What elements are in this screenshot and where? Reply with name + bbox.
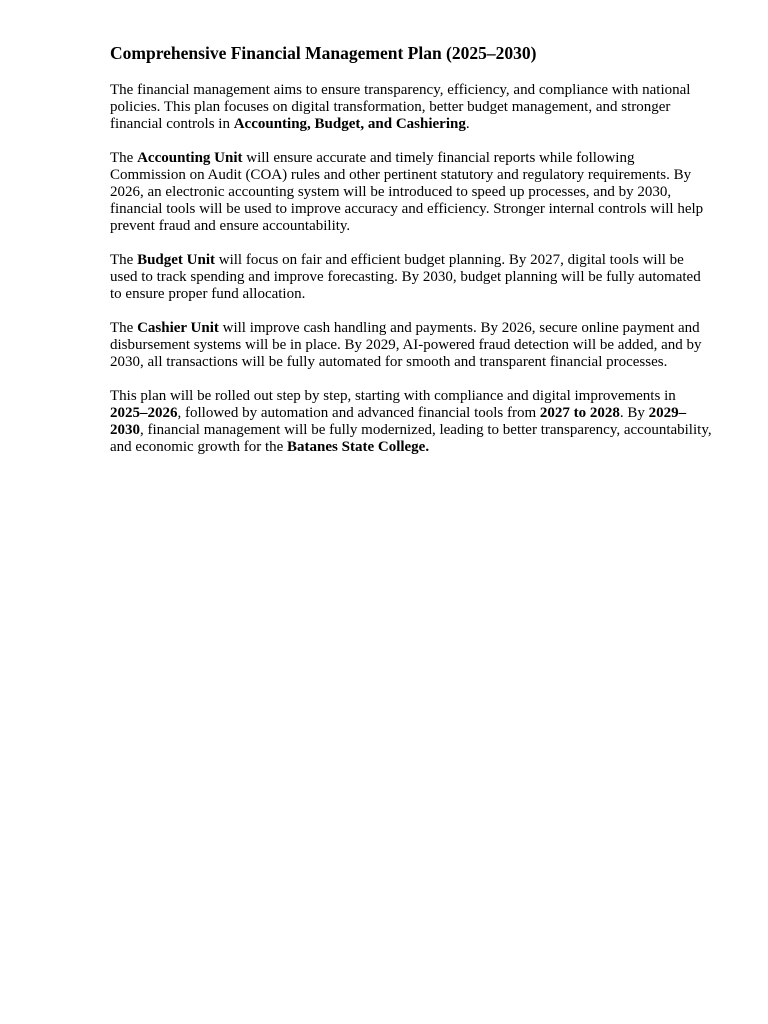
intro-bold-units: Accounting, Budget, and Cashiering (233, 116, 466, 132)
rollout-text-4: , financial management will be fully modernized, leading to better transparency, accountability, and economic growth for the (110, 422, 712, 455)
institution-name: Batanes State College. (287, 439, 430, 455)
accounting-text: will ensure accurate and timely financial reports while following Commission on Audit (COA) rules and other pertinent statutory and regulatory requirements. By 2026, an electronic accounting system will be introduced to speed up processes, and by 2030, financial tools will be used to improve accuracy and efficiency. Stronger internal controls will help prevent fraud and ensure accountability. (110, 150, 704, 234)
rollout-paragraph (110, 388, 714, 456)
rollout-phase-2: 2027 to 2028 (539, 405, 620, 421)
budget-unit-label: Budget Unit (137, 252, 216, 268)
accounting-unit-label: Accounting Unit (137, 150, 243, 166)
intro-text-end: . (465, 116, 470, 132)
cashier-text: will improve cash handling and payments. By 2026, secure online payment and disbursement systems will be in place. By 2029, AI-powered fraud detection will be added, and by 2030, all transactions will be fully automated for smooth and transparent financial processes. (110, 320, 702, 370)
budget-text: will focus on fair and efficient budget planning. By 2027, digital tools will be used to track spending and improve forecasting. By 2030, budget planning will be fully automated to ensure proper fund allocation. (110, 252, 701, 302)
cashier-unit-label: Cashier Unit (137, 320, 219, 336)
cashier-text-start: The (110, 320, 138, 336)
rollout-text-2: , followed by automation and advanced financial tools from (177, 405, 540, 421)
accounting-text-start: The (110, 150, 138, 166)
accounting-paragraph (110, 150, 714, 235)
rollout-text-3: . By (619, 405, 649, 421)
budget-paragraph (110, 252, 714, 303)
intro-text: The financial management aims to ensure transparency, efficiency, and compliance with national policies. This plan focuses on digital transformation, better budget management, and stronger financial controls in (110, 82, 691, 132)
document-body (110, 42, 714, 473)
rollout-phase-1: 2025–2026 (110, 405, 178, 421)
rollout-phase-3: 2029–2030 (110, 405, 687, 438)
cashier-paragraph (110, 320, 714, 371)
budget-text-start: The (110, 252, 138, 268)
rollout-text-1: This plan will be rolled out step by step, starting with compliance and digital improvements in (110, 388, 676, 404)
document-title: Comprehensive Financial Management Plan (2025–2030) (110, 43, 537, 63)
intro-paragraph (110, 82, 714, 133)
